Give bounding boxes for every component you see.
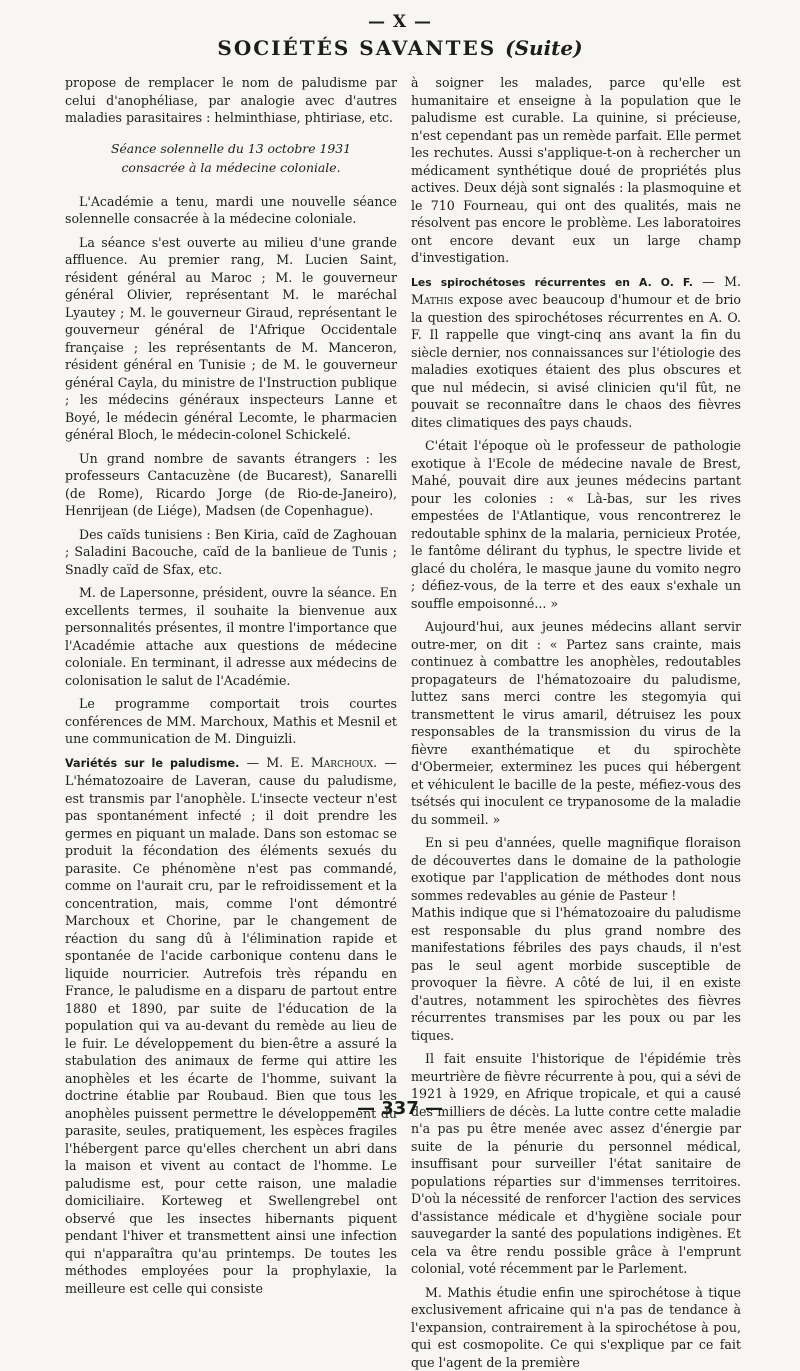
paragraph: Le programme comportait trois courtes conférences de MM. Marchoux, Mathis et Mesnil et une communication de M. Dinguizli. <box>65 695 397 748</box>
paragraph: En si peu d'années, quelle magnifique floraison de découvertes dans le domaine de la pathologie exotique par l'application de méthodes dont nous sommes redevables au génie de Pasteur ! <box>411 834 741 904</box>
paragraph: La séance s'est ouverte au milieu d'une grande affluence. Au premier rang, M. Lucien Saint, résident général au Maroc ; M. le gouverneur général Olivier, représentant M. le maréchal Lyautey ; M. le gouverneur Giraud, représentant le gouverneur général de l'Afrique Occidentale française ; les représentants de M. Manceron, résident général en Tunisie ; de M. le gouverneur général Cayla, du ministre de l'Instruction publique ; les médecins généraux inspecteurs Lanne et Boyé, le médecin général Lecomte, le pharmacien général Bloch, le médecin-colonel Schickelé. <box>65 234 397 444</box>
right-column <box>411 74 741 1371</box>
paragraph-text: expose avec beaucoup d'humour et de brio la question des spirochétoses récurrentes en A. O. F. Il rappelle que vingt-cinq ans avant la fin du siècle dernier, nos connaissances sur l'étiologie des maladies exotiques étaient des plus obscures et que nul médecin, si avisé clinicien qu'il fût, ne pouvait se reconnaître dans le chaos des fièvres dites climatiques des pays chauds. <box>411 292 741 430</box>
paragraph: M. de Lapersonne, président, ouvre la séance. En excellents termes, il souhaite la bienvenue aux personnalités présentes, il montre l'importance que l'Académie attache aux questions de médecine coloniale. En terminant, il adresse aux médecins de colonisation le salut de l'Académie. <box>65 584 397 689</box>
session-title <box>65 139 397 177</box>
paragraph: Des caïds tunisiens : Ben Kiria, caïd de Zaghouan ; Saladini Bacouche, caïd de la banlieue de Tunis ; Snadly caïd de Sfax, etc. <box>65 526 397 579</box>
paragraph: Aujourd'hui, aux jeunes médecins allant servir outre-mer, on dit : « Partez sans crainte, mais continuez à combattre les anophèles, redoutables propagateurs de l'hématozoaire du paludisme, luttez sans merci contre les stegomyia qui transmettent le virus amaril, détruisez les poux responsables de la transmission du virus de la fièvre exanthématique et du spirochète d'Obermeier, exterminez les puces qui hébergent et véhiculent le bacille de la peste, méfiez-vous des tsétsés qui inoculent ce trypanosome de la maladie du sommeil. » <box>411 618 741 828</box>
session-title-line: consacrée à la médecine coloniale. <box>65 158 397 177</box>
section-paragraph-spirochetoses <box>411 273 741 432</box>
section-heading-varietes: Variétés sur le paludisme. <box>65 757 239 770</box>
page-number: — 337 — <box>0 1098 800 1119</box>
paragraph-text: L'hématozoaire de Laveran, cause du paludisme, est transmis par l'anophèle. L'insecte vecteur n'est pas spontanément infecté ; il doit prendre les germes en piquant un malade. Dans son estomac se produit la fécondation des éléments sexués du parasite. Ce phénomène n'est pas commandé, comme on l'aurait cru, par le refroidissement et la concentration, mais, comme l'ont démontré Marchoux et Chorine, par le changement de réaction du sang dû à l'élimination rapide et spontanée de l'acide carbonique contenu dans le liquide nourricier. Autrefois très répandu en France, le paludisme en a disparu de partout entre 1880 et 1890, par suite de l'éducation de la population qui va au-devant du remède au lieu de le fuir. Le développement du bien-être a assuré la stabulation des animaux de ferme qui attire les anophèles et les écarte de l'homme, suivant la doctrine établie par Roubaud. Bien que tous les anophèles puissent permettre le développement du parasite, seules, pratiquement, les espèces fragiles l'hébergent parce qu'elles cherchent un abri dans la maison et vivent au contact de l'homme. Le paludisme est, pour cette raison, une maladie domiciliaire. Korteweg et Swellengrebel ont observé que les insectes hibernants piquent pendant l'hiver et transmettent ainsi une infection qui n'apparaîtra qu'au printemps. De toutes les méthodes employées pour la prophylaxie, la meilleure est celle qui consiste <box>65 773 397 1296</box>
paragraph: C'était l'époque où le professeur de pathologie exotique à l'Ecole de médecine navale de Brest, Mahé, pouvait dire aux jeunes médecins partant pour les colonies : « Là-bas, sur les rives empestées de l'Atlantique, vous rencontrerez le redoutable sphinx de la malaria, pernicieux Protée, le fantôme délirant du typhus, le spectre livide et glacé du choléra, le masque jaune du vomito negro ; défiez-vous, de la terre et des eaux s'exhale un souffle empoisonné... » <box>411 437 741 612</box>
running-head-title: SOCIÉTÉS SAVANTES <box>217 36 496 60</box>
page-roman-numeral: — X — <box>0 12 800 32</box>
session-title-line: Séance solennelle du 13 octobre 1931 <box>65 139 397 158</box>
running-head <box>0 36 800 60</box>
paragraph: L'Académie a tenu, mardi une nouvelle séance solennelle consacrée à la médecine coloniale. <box>65 193 397 228</box>
paragraph: M. Mathis étudie enfin une spirochétose à tique exclusivement africaine qui n'a pas de tendance à l'expansion, contrairement à la spirochétose à pou, qui est cosmopolite. Ce qui s'explique par ce fait que l'agent de la première <box>411 1284 741 1371</box>
paragraph: Un grand nombre de savants étrangers : les professeurs Cantacuzène (de Bucarest), Sanarelli (de Rome), Ricardo Jorge (de Rio-de-Janeiro), Henrijean (de Liége), Madsen (de Copenhague). <box>65 450 397 520</box>
section-paragraph-varietes <box>65 754 397 1298</box>
section-heading-spirochetoses: Les spirochétoses récurrentes en A. O. F. <box>411 276 693 289</box>
running-head-suite: (Suite) <box>505 36 582 60</box>
paragraph: à soigner les malades, parce qu'elle est humanitaire et enseigne à la population que le paludisme est curable. La quinine, si précieuse, n'est cependant pas un remède parfait. Elle permet les rechutes. Aussi s'applique-t-on à rechercher un médicament synthétique doué de propriétés plus actives. Deux déjà sont signalés : la plasmoquine et le 710 Fourneau, qui ont des qualités, mais ne résolvent pas encore le problème. Les laboratoires ont encore devant eux un large champ d'investigation. <box>411 74 741 267</box>
paragraph: Mathis indique que si l'hématozoaire du paludisme est responsable du plus grand nombre des manifestations fébriles des pays chauds, il n'est pas le seul agent morbide susceptible de provoquer la fièvre. A côté de lui, il en existe d'autres, notamment les spirochètes des fièvres récurrentes transmises par les poux ou par les tiques. <box>411 904 741 1044</box>
paragraph: Il fait ensuite l'historique de l'épidémie très meurtrière de fièvre récurrente à pou, qui a sévi de 1921 à 1929, en Afrique tropicale, et qui a causé des milliers de décès. La lutte contre cette maladie n'a pas pu être menée avec assez d'énergie par suite de la pénurie du personnel médical, insuffisant pour surveiller l'état sanitaire de populations réparties sur d'immenses territoires. D'où la nécessité de renforcer l'action des services d'assistance médicale et d'hygiène sociale pour sauvegarder la santé des populations indigènes. Et cela va être rendu possible grâce à l'emprunt colonial, voté récemment par le Parlement. <box>411 1050 741 1278</box>
section-author: — M. Mathis <box>411 274 741 308</box>
paragraph: propose de remplacer le nom de paludisme par celui d'anophéliase, par analogie avec d'autres maladies parasitaires : helminthiase, phtiriase, etc. <box>65 74 397 127</box>
section-author: — M. E. Marchoux. — <box>247 755 397 770</box>
